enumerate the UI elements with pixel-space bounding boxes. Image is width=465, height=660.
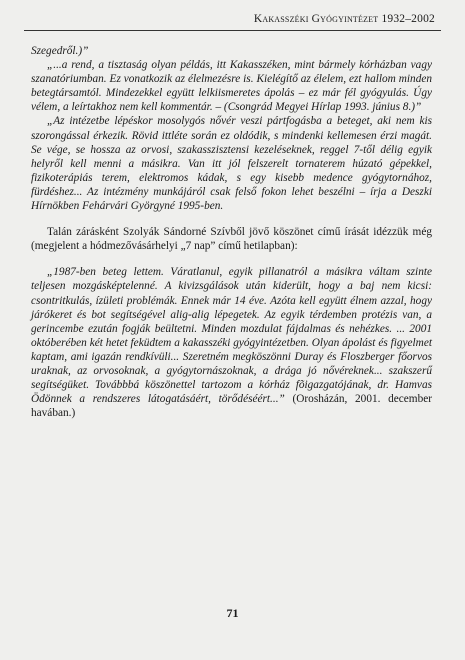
quote-paragraph: „...a rend, a tisztaság olyan példás, itt Kakasszéken, mint bármely kórházban vagy szanatóriumban. Ez vonatkozik az élelmezésre is. Kielégítő az élelem, ezt hallom minden betegtársamtól. Mindezekkel együtt lelkiismeretes ápolás – ez már fél gyógyulás. Úgy vélem, a leírtakhoz nem kell kommentár. – (Csongrád Megyei Hírlap 1993. június 8.)” (31, 59, 432, 114)
page-number: 71 (226, 606, 239, 620)
running-header (254, 13, 435, 25)
intro-paragraph: Talán zárásként Szolyák Sándorné Szívből jövő köszönet című írását idézzük még (megjelent a hódmezővásárhelyi „7 nap” című hetilapban): (31, 226, 432, 253)
quote-source: (Orosházán, 2001. december havában.) (31, 393, 433, 420)
paragraph-gap (31, 253, 432, 265)
quote-paragraph: „Az intézetbe lépéskor mosolygós nővér veszi pártfogásba a beteget, aki nem kis szorongással érkezik. Rövid ittléte során ez oldódik, s mindenki kellemesen érzi magát. Se vége, se hossza az orvosi, szakasszisztensi kezeléseknek, reggel 7-től délig egyik helyről kell menni a másikra. Van itt jól felszerelt tornaterem húzató gépekkel, fizikoterápiás terem, elektromos kádak, s egy kisebb medence gyógytornához, fürdéshez... Az intézmény munkájáról csak felső fokon lehet beszélni – írja a Deszki Hírnökben Fehárvári Györgyné 1995-ben. (31, 115, 432, 213)
page-body (31, 44, 432, 420)
paragraph-continuation: Szegedről.)” (31, 45, 89, 57)
header-title: Kakasszéki Gyógyintézet (253, 13, 379, 25)
quote-paragraph (31, 265, 432, 420)
quote-text: „1987-ben beteg lettem. Váratlanul, egyik pillanatról a másikra váltam szinte teljesen mozgásképtelenné. A kivizsgálások után kiderült, hogy a baj nem kicsi: csontritkulás, ízületi problémák. Ennek már 14 éve. Azóta kell együtt élnem azzal, hogy járókeret és bot segítségével alig-alig lépegetek. Az egyik térdemben protézis van, a gerincembe ezután fogják beültetni. Minden mozdulat fájdalmas és nehézkes. ... 2001 októberében két hetet feküdtem a kakasszéki gyógyintézetben. Olyan ápolást és figyelmet kaptam, ami igazán rendkívüli... Szeretném megköszönni Duray és Floszberger főorvos uraknak, az orvosoknak, a gyógytornászoknak, a drága jó nővéreknek... szakszerű segítségüket. Továbbbá köszönettel tartozom a kórház fõigazgatójának, dr. Hamvas Ödönnek a rendszeres látogatásáért, törődéséért...” (31, 266, 432, 406)
paragraph-gap (31, 213, 432, 225)
header-rule (24, 30, 441, 31)
header-years: 1932–2002 (381, 13, 435, 25)
